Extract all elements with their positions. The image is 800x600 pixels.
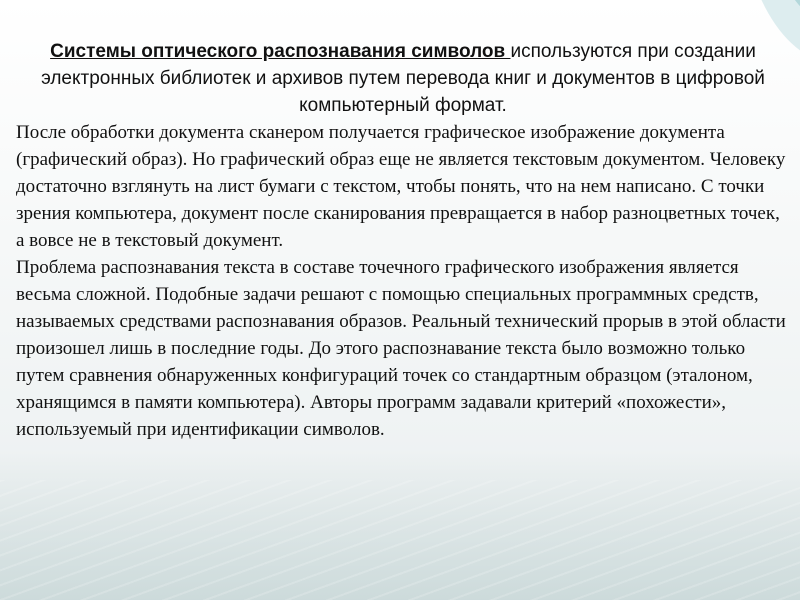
- slide-content: [16, 38, 790, 443]
- paragraph-1: После обработки документа сканером получается графическое изображение документа (графический образ). Но графический образ еще не является текстовым документом. Человеку достаточно взглянуть на лист бумаги с текстом, чтобы понять, что на нем написано. С точки зрения компьютера, документ после сканирования превращается в набор разноцветных точек, а вовсе не в текстовый документ.: [16, 122, 786, 251]
- slide-heading: [16, 38, 790, 119]
- heading-key-term: Системы оптического распознавания символов: [50, 41, 511, 62]
- heading-rest: используются при создании электронных библиотек и архивов путем перевода книг и документов в цифровой компьютерный формат.: [41, 41, 765, 116]
- paragraph-2: Проблема распознавания текста в составе точечного графического изображения является весьма сложной. Подобные задачи решают с помощью специальных программных средств, называемых средствами распознавания образов. Реальный технический прорыв в этой области произошел лишь в последние годы. До этого распознавание текста было возможно только путем сравнения обнаруженных конфигураций точек со стандартным образцом (эталоном, хранящимся в памяти компьютера). Авторы программ задавали критерий «похожести», используемый при идентификации символов.: [16, 257, 786, 440]
- bottom-decoration-band: [0, 450, 800, 600]
